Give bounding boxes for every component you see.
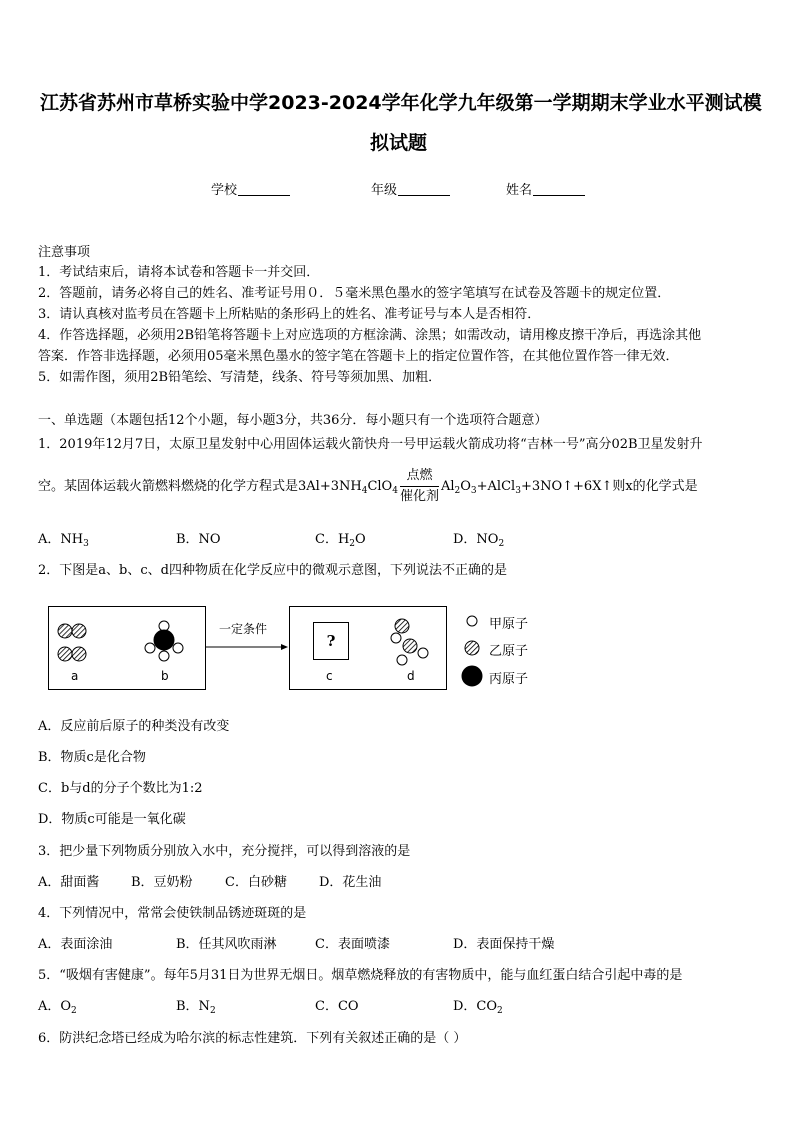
q5-option-c[interactable]: C．CO (315, 999, 359, 1014)
document-title: 江苏省苏州市草桥实验中学2023-2024学年化学九年级第一学期期末学业水平测试模 (40, 92, 762, 114)
q1-stem-end: 则x的化学式是 (612, 478, 698, 494)
q2-option-c[interactable]: C．b与d的分子个数比为1:2 (38, 781, 203, 796)
q2-option-d[interactable]: D．物质c可能是一氧化碳 (38, 812, 186, 827)
q4-option-b[interactable]: B．任其风吹雨淋 (176, 937, 277, 952)
q2-option-a[interactable]: A．反应前后原子的种类没有改变 (38, 719, 230, 734)
q4-option-c[interactable]: C．表面喷漆 (315, 937, 390, 952)
q1-stem-cont: 空。某固体运载火箭燃料燃烧的化学方程式是 (38, 478, 299, 494)
q1-option-b[interactable]: B．NO (176, 532, 221, 547)
notice-item: 1．考试结束后，请将本试卷和答题卡一并交回． (38, 265, 320, 280)
q3-option-d[interactable]: D．花生油 (319, 875, 382, 890)
section-heading: 一、单选题（本题包括12个小题，每小题3分，共36分．每小题只有一个选项符合题意） (38, 413, 548, 428)
q6-stem: 6．防洪纪念塔已经成为哈尔滨的标志性建筑．下列有关叙述正确的是（ ） (38, 1031, 467, 1046)
molecule-a (58, 624, 86, 661)
q1-stem: 1．2019年12月7日，太原卫星发射中心用固体运载火箭快舟一号甲运载火箭成功将“吉林一号”高分02B卫星发射升 (38, 437, 703, 452)
q3-stem: 3．把少量下列物质分别放入水中，充分搅拌，可以得到溶液的是 (38, 844, 411, 859)
q3-option-b[interactable]: B．豆奶粉 (131, 875, 193, 890)
notice-item: 2．答题前，请务必将自己的姓名、准考证号用０．５毫米黑色墨水的签字笔填写在试卷及答题卡的规定位置． (38, 286, 671, 301)
legend-bing: 丙原子 (489, 672, 529, 687)
label-d: d (407, 669, 415, 683)
notice-item: 4．作答选择题，必须用2B铅笔将答题卡上对应选项的方框涂满、涂黑；如需改动，请用橡皮擦干净后，再选涂其他 (38, 328, 702, 343)
q1-option-c[interactable]: C．$H_2O$ (315, 532, 366, 549)
q5-option-a[interactable]: A．$O_2$ (38, 999, 77, 1016)
label-b: b (161, 669, 169, 683)
q2-option-b[interactable]: B．物质c是化合物 (38, 750, 146, 765)
grade-field: 年级 (371, 181, 450, 200)
legend-yi: 乙原子 (489, 644, 529, 659)
q4-option-a[interactable]: A．表面涂油 (38, 937, 113, 952)
q5-stem: 5．“吸烟有害健康”。每年5月31日为世界无烟日。烟草燃烧释放的有害物质中，能与血红蛋白结合引起中毒的是 (38, 968, 683, 983)
label-c: c (326, 669, 333, 683)
q3-option-c[interactable]: C．白砂糖 (225, 875, 287, 890)
notice-item: 答案．作答非选择题，必须用05毫米黑色墨水的签字笔在答题卡上的指定位置作答，在其他位置作答一律无效． (38, 349, 679, 364)
q5-option-b[interactable]: B．$N_2$ (176, 999, 216, 1016)
reaction-condition: $\frac{\text{点燃}}{\text{催化剂}}$ (399, 468, 439, 504)
name-field: 姓名 (506, 181, 585, 200)
equation-reactants: $3Al+3NH_4ClO_4$ (298, 478, 398, 496)
legend-icon-bing (462, 666, 482, 686)
q4-option-d[interactable]: D．表面保持干燥 (453, 937, 555, 952)
q1-option-d[interactable]: D．$NO_2$ (453, 532, 505, 549)
molecule-b (145, 621, 183, 661)
q5-option-d[interactable]: D．$CO_2$ (453, 999, 503, 1016)
q4-stem: 4．下列情况中，常常会使铁制品锈迹斑斑的是 (38, 906, 307, 921)
molecule-d (391, 619, 428, 665)
legend-icon-yi (465, 641, 479, 655)
notice-item: 5．如需作图，须用2B铅笔绘、写清楚，线条、符号等须加黑、加粗． (38, 370, 442, 385)
legend-jia: 甲原子 (489, 617, 529, 632)
notice-item: 3．请认真核对监考员在答题卡上所粘贴的条形码上的姓名、准考证号与本人是否相符． (38, 307, 541, 322)
q1-option-a[interactable]: A．$NH_3$ (38, 532, 89, 549)
arrow-label: 一定条件 (219, 622, 268, 636)
document-title-cont: 拟试题 (370, 132, 428, 154)
reaction-arrow (206, 644, 288, 650)
q3-option-a[interactable]: A．甜面酱 (38, 875, 100, 890)
q2-stem: 2．下图是a、b、c、d四种物质在化学反应中的微观示意图，下列说法不正确的是 (38, 563, 507, 578)
school-field: 学校 (211, 181, 290, 200)
label-a: a (71, 669, 79, 683)
legend-icon-jia (467, 616, 477, 626)
notice-heading: 注意事项 (38, 245, 91, 260)
equation-products: $Al_2O_3+AlCl_3+3NO↑+6X↑$ (440, 478, 613, 496)
unknown-molecule-c: ? (313, 622, 349, 660)
